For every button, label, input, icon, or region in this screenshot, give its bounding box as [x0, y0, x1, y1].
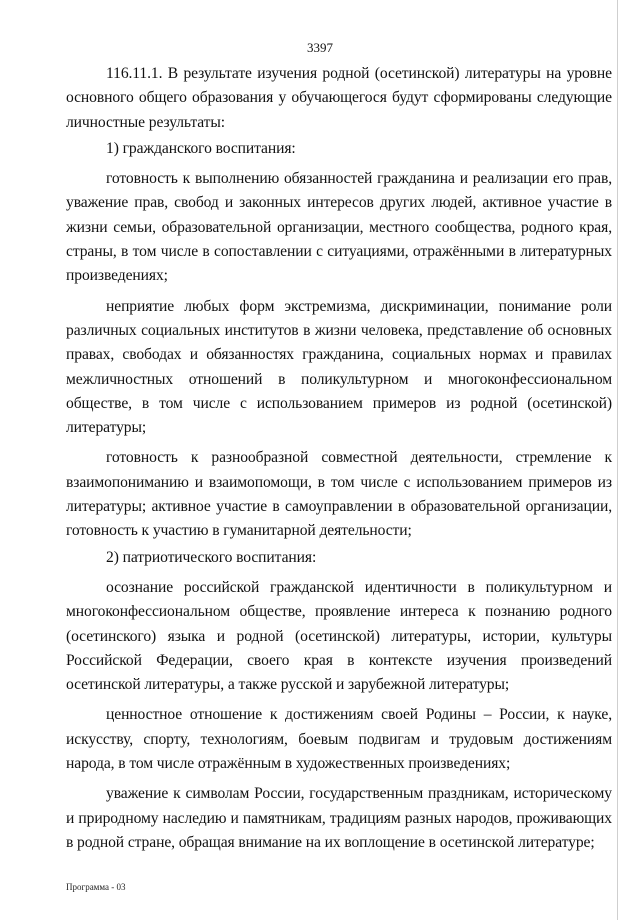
page-number: 3397	[307, 40, 333, 55]
paragraph: готовность к выполнению обязанностей гражданина и реализации его прав, уважение прав, свобод и законных интересов других людей, активное участие в жизни семьи, образовательной организации, местного сообщества, родного края, страны, в том числе в сопоставлении с ситуациями, отражёнными в литературных произведениях;	[66, 170, 612, 285]
paragraph: ценностное отношение к достижениям своей Родины – России, к науке, искусству, спорту, технологиям, боевым подвигам и трудовым достижениям народа, в том числе отражённым в художественных произведениях;	[66, 706, 612, 773]
paragraph: осознание российской гражданской идентичности в поликультурном и многоконфессиональном обществе, проявление интереса к познанию родного (осетинского) языка и родной (осетинской) литературы, истории, культуры Российской Федерации, своего края в контексте изучения произведений осетинской литературы, а также русской и зарубежной литературы;	[66, 578, 612, 694]
paragraph: уважение к символам России, государственным праздникам, историческому и природному наследию и памятникам, традициям разных народов, проживающих в родной стране, обращая внимание на их воплощение в осетинской литературе;	[66, 785, 612, 851]
intro-paragraph: 116.11.1. В результате изучения родной (осетинской) литературы на уровне основного общего образования у обучающегося будут сформированы следующие личностные результаты:	[66, 65, 612, 131]
scan-edge-line	[617, 0, 618, 920]
paragraph: неприятие любых форм экстремизма, дискриминации, понимание роли различных социальных институтов в жизни человека, представление об основных правах, свободах и обязанностях гражданина, социальных нормах и правилах межличностных отношений в поликультурном и многоконфессиональном обществе, в том числе с использованием примеров из родной (осетинской) литературы;	[66, 297, 612, 437]
footer-program-label: Программа - 03	[66, 882, 126, 892]
section-heading-patriotic: 2) патриотического воспитания:	[106, 548, 317, 566]
paragraph: готовность к разнообразной совместной деятельности, стремление к взаимопониманию и взаимопомощи, в том числе с использованием примеров из литературы; активное участие в самоуправлении в образовательной организации, готовность к участию в гуманитарной деятельности;	[66, 449, 612, 540]
document-body	[66, 62, 612, 855]
section-heading-civic: 1) гражданского воспитания:	[106, 139, 296, 157]
